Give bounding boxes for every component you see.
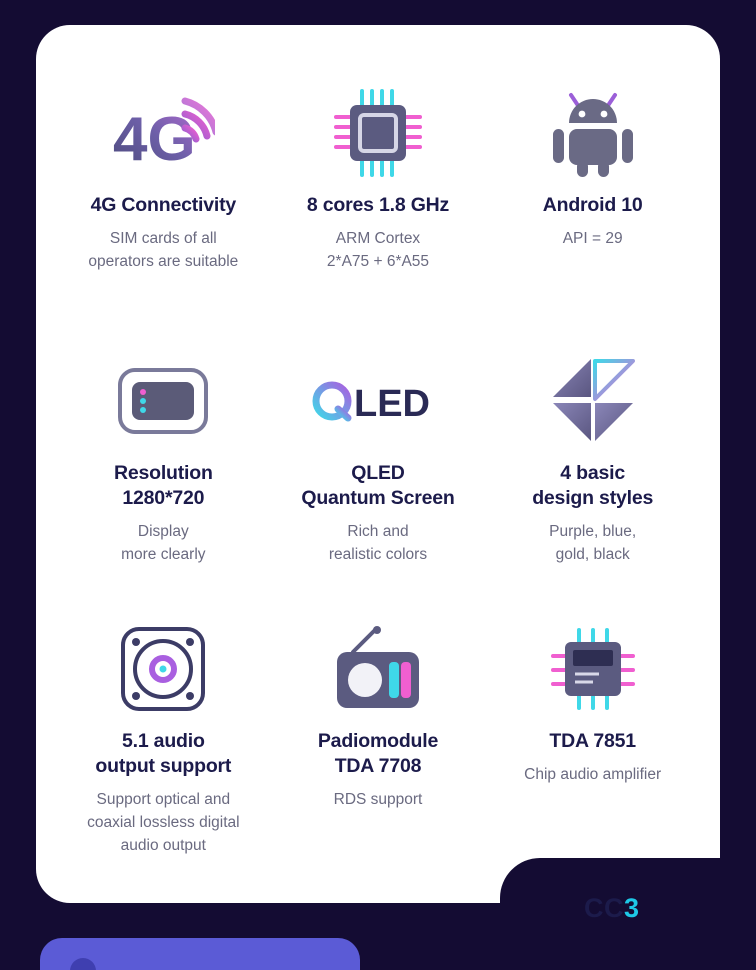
screen-resolution-icon — [117, 347, 209, 455]
android-robot-icon — [545, 79, 641, 187]
feature-title: TDA 7851 — [549, 730, 636, 752]
feature-item-design — [485, 333, 700, 601]
feature-title: Padiomodule TDA 7708 — [317, 730, 439, 777]
speaker-audio-icon — [119, 615, 207, 723]
radio-module-icon — [331, 615, 425, 723]
svg-text:LED: LED — [353, 383, 430, 424]
feature-subtitle: Rich and realistic colors — [328, 523, 428, 563]
feature-grid — [36, 25, 720, 869]
feature-title: 4G Connectivity — [90, 194, 237, 216]
brand-logo-part2: 3 — [624, 893, 640, 923]
feature-title: QLED Quantum Screen — [301, 462, 455, 509]
feature-item-cpu — [271, 65, 486, 333]
cpu-chip-icon — [332, 79, 424, 187]
feature-item-android — [485, 65, 700, 333]
amplifier-chip-icon — [549, 615, 637, 723]
feature-item-4g — [56, 65, 271, 333]
feature-subtitle: ARM Cortex 2*A75 + 6*A55 — [326, 230, 430, 270]
feature-title: 8 cores 1.8 GHz — [306, 194, 450, 216]
4g-signal-icon — [111, 79, 215, 187]
feature-subtitle: Support optical and coaxial lossless digital audio output — [87, 791, 240, 854]
feature-title: Resolution 1280*720 — [113, 462, 213, 509]
feature-title: 4 basic design styles — [532, 462, 654, 509]
feature-subtitle: RDS support — [333, 791, 423, 808]
brand-logo — [584, 893, 640, 924]
feature-item-resolution — [56, 333, 271, 601]
feature-subtitle: Chip audio amplifier — [524, 766, 662, 783]
feature-item-radio — [271, 601, 486, 869]
design-styles-icon — [547, 347, 639, 455]
qled-logo-icon — [310, 347, 446, 455]
feature-item-qled — [271, 333, 486, 601]
feature-item-audio — [56, 601, 271, 869]
feature-subtitle: Display more clearly — [121, 523, 206, 563]
feature-item-amplifier — [485, 601, 700, 869]
feature-title: Android 10 — [542, 194, 643, 216]
svg-text:4G: 4G — [113, 105, 197, 172]
feature-subtitle: API = 29 — [562, 230, 623, 247]
brand-logo-part1: CC — [584, 893, 624, 923]
feature-subtitle: SIM cards of all operators are suitable — [88, 230, 239, 270]
feature-title: 5.1 audio output support — [95, 730, 232, 777]
feature-subtitle: Purple, blue, gold, black — [549, 523, 637, 563]
